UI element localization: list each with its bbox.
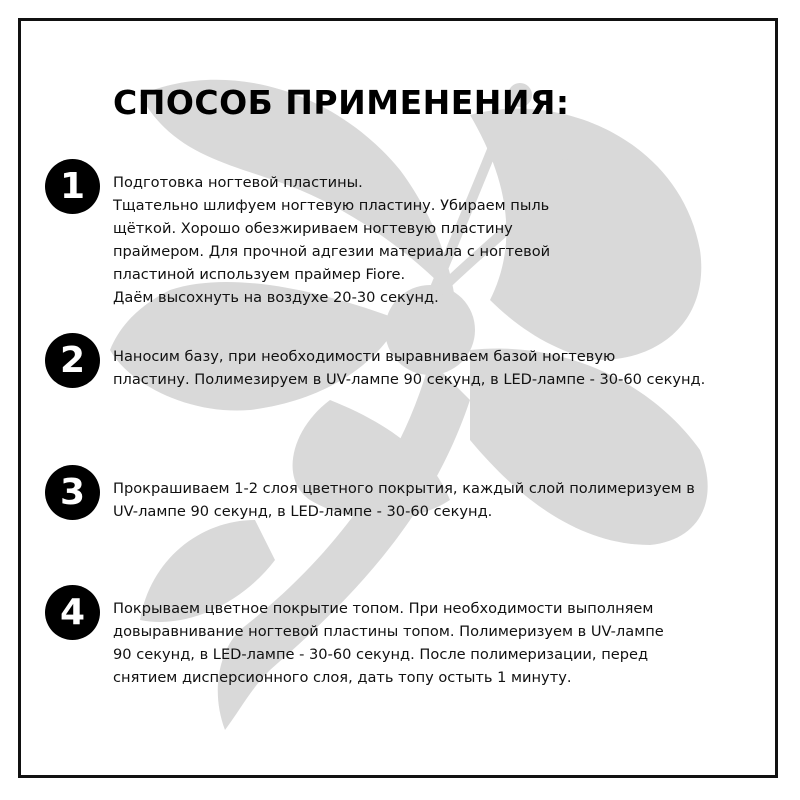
step-text: Прокрашиваем 1-2 слоя цветного покрытия, каждый слой полимеризуем в UV-лампе 90 секунд, в LED-лампе - 30-60 секунд. (113, 480, 695, 520)
step-text: Подготовка ногтевой пластины. Тщательно шлифуем ногтевую пластину. Убираем пыль щёткой. Хорошо обезжириваем ногтевую пластину праймером. Для прочной адгезии материала с ногтевой пластиной используем праймер Fiore. Даём высохнуть на воздухе 20-30 секунд. (113, 174, 551, 306)
step-number-badge: 4 (45, 585, 100, 640)
step-text: Наносим базу, при необходимости выравниваем базой ногтевую пластину. Полимезируем в UV-лампе 90 секунд, в LED-лампе - 30-60 секунд. (113, 348, 706, 388)
step-number-badge: 3 (45, 465, 100, 520)
step-number-badge: 2 (45, 333, 100, 388)
step-text: Покрываем цветное покрытие топом. При необходимости выполняем довыравнивание ногтевой пластины топом. Полимеризуем в UV-лампе 90 секунд, в LED-лампе - 30-60 секунд. После полимеризации, перед снятием дисперсионного слоя, дать топу остыть 1 минуту. (113, 600, 664, 686)
page-title: СПОСОБ ПРИМЕНЕНИЯ: (113, 83, 570, 122)
step-number-badge: 1 (45, 159, 100, 214)
